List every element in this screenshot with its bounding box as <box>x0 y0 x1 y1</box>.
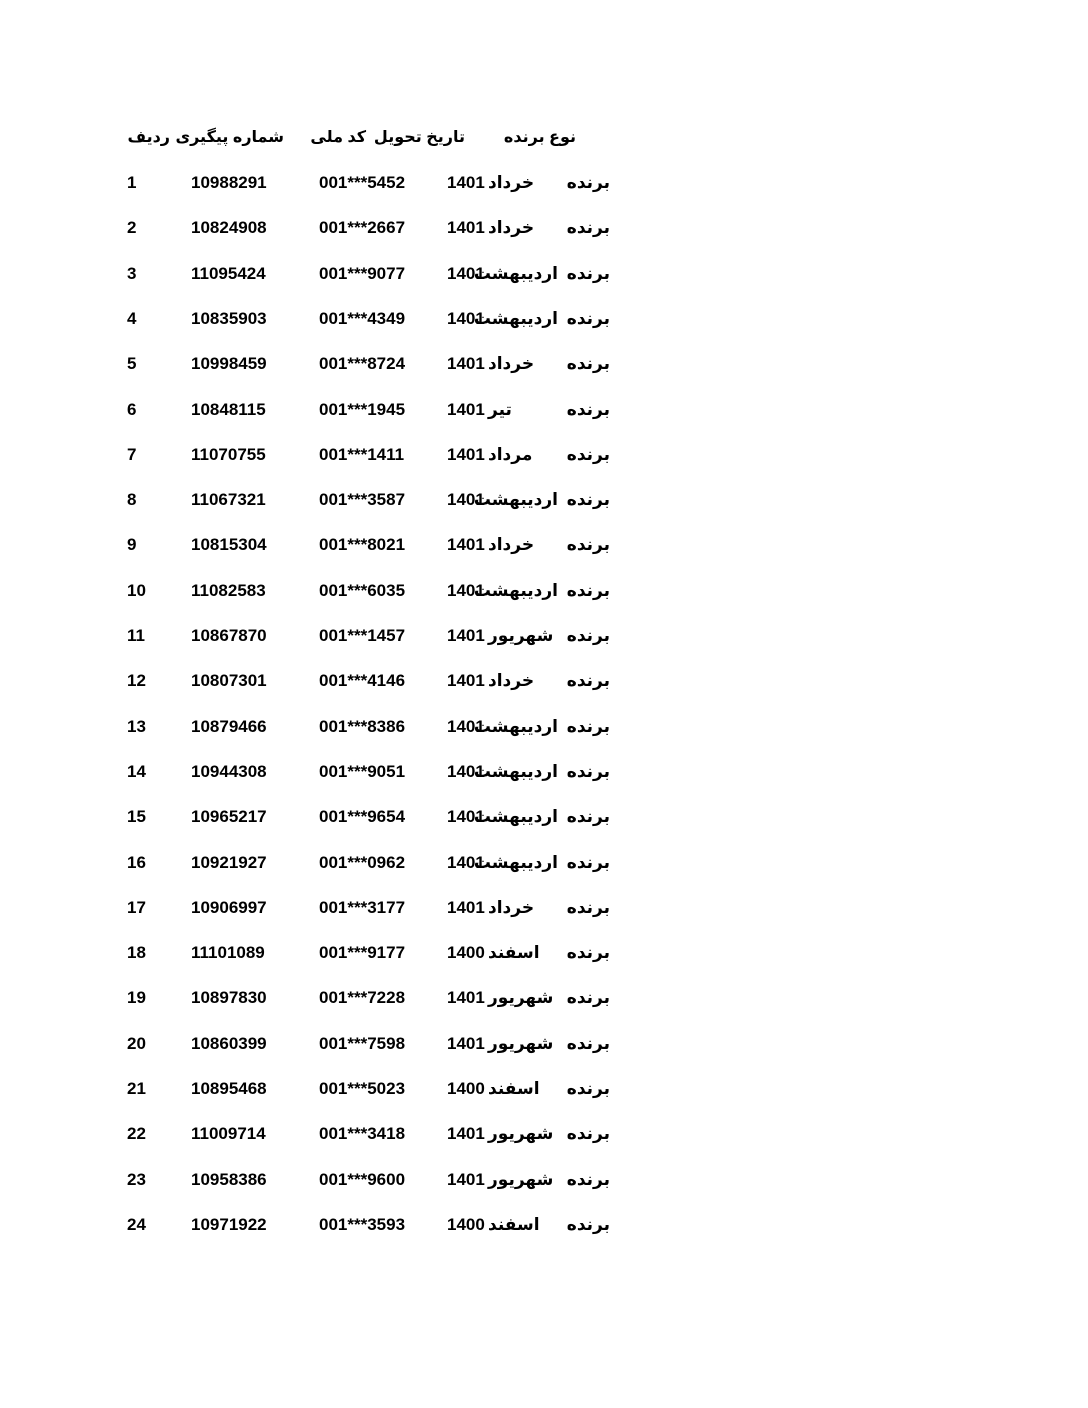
delivery-month-cell: اردیبهشت <box>473 853 558 872</box>
winner-type-cell: برنده <box>566 309 610 328</box>
table-row <box>0 530 1088 560</box>
delivery-year-cell: 1401 <box>447 218 485 237</box>
table-row <box>0 349 1088 379</box>
delivery-month-cell: شهریور <box>488 1170 554 1189</box>
delivery-month-cell: اردیبهشت <box>473 490 558 509</box>
table-row <box>0 712 1088 742</box>
row-number-cell: 3 <box>127 264 137 283</box>
winner-type-cell: برنده <box>566 173 610 192</box>
tracking-cell: 10998459 <box>191 354 267 373</box>
delivery-year-cell: 1400 <box>447 1215 485 1234</box>
delivery-month-cell: اردیبهشت <box>473 309 558 328</box>
table-row <box>0 802 1088 832</box>
winner-type-cell: برنده <box>566 1215 610 1234</box>
tracking-cell: 10906997 <box>191 898 267 917</box>
national-id-cell: 001***3177 <box>319 898 406 917</box>
row-number-cell: 9 <box>127 535 137 554</box>
tracking-cell: 10965217 <box>191 807 267 826</box>
delivery-year-cell: 1401 <box>447 354 485 373</box>
national-id-cell: 001***9051 <box>319 762 406 781</box>
delivery-year-cell: 1401 <box>447 1170 485 1189</box>
winner-type-cell: برنده <box>566 1124 610 1143</box>
delivery-year-cell: 1401 <box>447 264 485 283</box>
national-id-cell: 001***7228 <box>319 988 406 1007</box>
delivery-year-cell: 1401 <box>447 626 485 645</box>
national-id-cell: 001***5023 <box>319 1079 406 1098</box>
winner-type-cell: برنده <box>566 762 610 781</box>
row-number-cell: 7 <box>127 445 137 464</box>
delivery-year-cell: 1401 <box>447 807 485 826</box>
row-number-cell: 17 <box>127 898 146 917</box>
delivery-year-cell: 1401 <box>447 490 485 509</box>
national-id-cell: 001***4349 <box>319 309 406 328</box>
header-tracking: شماره پیگیری <box>175 129 284 146</box>
tracking-cell: 10895468 <box>191 1079 267 1098</box>
tracking-cell: 10879466 <box>191 717 267 736</box>
tracking-cell: 10867870 <box>191 626 267 645</box>
winner-type-cell: برنده <box>566 1034 610 1053</box>
delivery-month-cell: اردیبهشت <box>473 264 558 283</box>
national-id-cell: 001***3418 <box>319 1124 406 1143</box>
row-number-cell: 16 <box>127 853 146 872</box>
header-winner-type: نوع برنده <box>503 129 576 146</box>
national-id-cell: 001***3587 <box>319 490 406 509</box>
delivery-year-cell: 1401 <box>447 717 485 736</box>
row-number-cell: 22 <box>127 1124 146 1143</box>
row-number-cell: 4 <box>127 309 137 328</box>
tracking-cell: 11067321 <box>191 490 266 509</box>
winner-type-cell: برنده <box>566 717 610 736</box>
national-id-cell: 001***8386 <box>319 717 406 736</box>
delivery-month-cell: خرداد <box>488 173 535 192</box>
tracking-cell: 11009714 <box>191 1124 266 1143</box>
national-id-cell: 001***0962 <box>319 853 406 872</box>
tracking-cell: 10971922 <box>191 1215 267 1234</box>
delivery-month-cell: شهریور <box>488 1034 554 1053</box>
row-number-cell: 15 <box>127 807 146 826</box>
tracking-cell: 10815304 <box>191 535 267 554</box>
table-row <box>0 259 1088 289</box>
delivery-year-cell: 1400 <box>447 943 485 962</box>
national-id-cell: 001***4146 <box>319 671 406 690</box>
row-number-cell: 8 <box>127 490 137 509</box>
tracking-cell: 10958386 <box>191 1170 267 1189</box>
table-row <box>0 395 1088 425</box>
row-number-cell: 11 <box>127 626 145 645</box>
table-row <box>0 1210 1088 1240</box>
delivery-month-cell: اردیبهشت <box>473 762 558 781</box>
delivery-month-cell: اردیبهشت <box>473 581 558 600</box>
row-number-cell: 21 <box>127 1079 146 1098</box>
row-number-cell: 2 <box>127 218 137 237</box>
row-number-cell: 20 <box>127 1034 146 1053</box>
delivery-month-cell: خرداد <box>488 535 535 554</box>
table-row <box>0 1165 1088 1195</box>
table-row <box>0 983 1088 1013</box>
row-number-cell: 6 <box>127 400 137 419</box>
winner-type-cell: برنده <box>566 626 610 645</box>
winner-type-cell: برنده <box>566 1170 610 1189</box>
tracking-cell: 11095424 <box>191 264 266 283</box>
tracking-cell: 11070755 <box>191 445 266 464</box>
delivery-year-cell: 1401 <box>447 762 485 781</box>
row-number-cell: 18 <box>127 943 146 962</box>
delivery-month-cell: خرداد <box>488 671 535 690</box>
winner-type-cell: برنده <box>566 445 610 464</box>
delivery-month-cell: اسفند <box>488 1215 540 1234</box>
winner-type-cell: برنده <box>566 898 610 917</box>
tracking-cell: 10988291 <box>191 173 267 192</box>
national-id-cell: 001***6035 <box>319 581 406 600</box>
delivery-month-cell: اسفند <box>488 943 540 962</box>
national-id-cell: 001***8021 <box>319 535 406 554</box>
delivery-month-cell: شهریور <box>488 1124 554 1143</box>
tracking-cell: 10807301 <box>191 671 267 690</box>
table-row <box>0 1029 1088 1059</box>
delivery-year-cell: 1401 <box>447 445 485 464</box>
winner-type-cell: برنده <box>566 535 610 554</box>
row-number-cell: 10 <box>127 581 146 600</box>
tracking-cell: 10835903 <box>191 309 267 328</box>
national-id-cell: 001***5452 <box>319 173 406 192</box>
table-row <box>0 168 1088 198</box>
national-id-cell: 001***8724 <box>319 354 406 373</box>
table-row <box>0 1119 1088 1149</box>
delivery-month-cell: خرداد <box>488 354 535 373</box>
national-id-cell: 001***9177 <box>319 943 406 962</box>
national-id-cell: 001***9654 <box>319 807 406 826</box>
row-number-cell: 5 <box>127 354 137 373</box>
table-row <box>0 848 1088 878</box>
row-number-cell: 23 <box>127 1170 146 1189</box>
tracking-cell: 10921927 <box>191 853 267 872</box>
winner-type-cell: برنده <box>566 218 610 237</box>
delivery-month-cell: شهریور <box>488 626 554 645</box>
delivery-year-cell: 1401 <box>447 309 485 328</box>
row-number-cell: 24 <box>127 1215 146 1234</box>
table-row <box>0 213 1088 243</box>
tracking-cell: 10848115 <box>191 400 266 419</box>
national-id-cell: 001***3593 <box>319 1215 406 1234</box>
winner-type-cell: برنده <box>566 671 610 690</box>
tracking-cell: 11101089 <box>191 943 265 962</box>
delivery-year-cell: 1401 <box>447 988 485 1007</box>
table-header <box>0 123 1088 153</box>
delivery-year-cell: 1401 <box>447 1034 485 1053</box>
table-row <box>0 440 1088 470</box>
table-row <box>0 621 1088 651</box>
winner-type-cell: برنده <box>566 1079 610 1098</box>
delivery-month-cell: شهریور <box>488 988 554 1007</box>
tracking-cell: 10944308 <box>191 762 267 781</box>
delivery-month-cell: خرداد <box>488 898 535 917</box>
table-row <box>0 304 1088 334</box>
delivery-year-cell: 1400 <box>447 1079 485 1098</box>
delivery-year-cell: 1401 <box>447 1124 485 1143</box>
row-number-cell: 14 <box>127 762 146 781</box>
delivery-month-cell: تیر <box>488 400 512 419</box>
winner-type-cell: برنده <box>566 807 610 826</box>
national-id-cell: 001***1945 <box>319 400 406 419</box>
delivery-month-cell: اسفند <box>488 1079 540 1098</box>
row-number-cell: 1 <box>127 173 137 192</box>
national-id-cell: 001***1411 <box>319 445 405 464</box>
national-id-cell: 001***2667 <box>319 218 406 237</box>
tracking-cell: 11082583 <box>191 581 266 600</box>
delivery-year-cell: 1401 <box>447 581 485 600</box>
header-row-number: ردیف <box>127 129 170 146</box>
table-row <box>0 938 1088 968</box>
national-id-cell: 001***7598 <box>319 1034 406 1053</box>
tracking-cell: 10824908 <box>191 218 267 237</box>
winner-type-cell: برنده <box>566 264 610 283</box>
delivery-month-cell: اردیبهشت <box>473 717 558 736</box>
table-row <box>0 757 1088 787</box>
national-id-cell: 001***1457 <box>319 626 406 645</box>
winner-type-cell: برنده <box>566 943 610 962</box>
table-row <box>0 666 1088 696</box>
tracking-cell: 10897830 <box>191 988 267 1007</box>
national-id-cell: 001***9600 <box>319 1170 406 1189</box>
winner-type-cell: برنده <box>566 490 610 509</box>
winner-type-cell: برنده <box>566 988 610 1007</box>
table-row <box>0 893 1088 923</box>
delivery-year-cell: 1401 <box>447 898 485 917</box>
winner-type-cell: برنده <box>566 853 610 872</box>
delivery-month-cell: خرداد <box>488 218 535 237</box>
delivery-year-cell: 1401 <box>447 400 485 419</box>
delivery-month-cell: اردیبهشت <box>473 807 558 826</box>
table-row <box>0 1074 1088 1104</box>
tracking-cell: 10860399 <box>191 1034 267 1053</box>
row-number-cell: 13 <box>127 717 146 736</box>
delivery-year-cell: 1401 <box>447 535 485 554</box>
delivery-year-cell: 1401 <box>447 671 485 690</box>
table-row <box>0 485 1088 515</box>
national-id-cell: 001***9077 <box>319 264 406 283</box>
winner-type-cell: برنده <box>566 581 610 600</box>
delivery-year-cell: 1401 <box>447 173 485 192</box>
table-row <box>0 576 1088 606</box>
winner-type-cell: برنده <box>566 354 610 373</box>
row-number-cell: 19 <box>127 988 146 1007</box>
header-delivery-date: تاریخ تحویل <box>373 129 465 146</box>
delivery-year-cell: 1401 <box>447 853 485 872</box>
delivery-month-cell: مرداد <box>488 445 533 464</box>
winner-type-cell: برنده <box>566 400 610 419</box>
header-national-id: کد ملی <box>310 129 366 146</box>
row-number-cell: 12 <box>127 671 146 690</box>
